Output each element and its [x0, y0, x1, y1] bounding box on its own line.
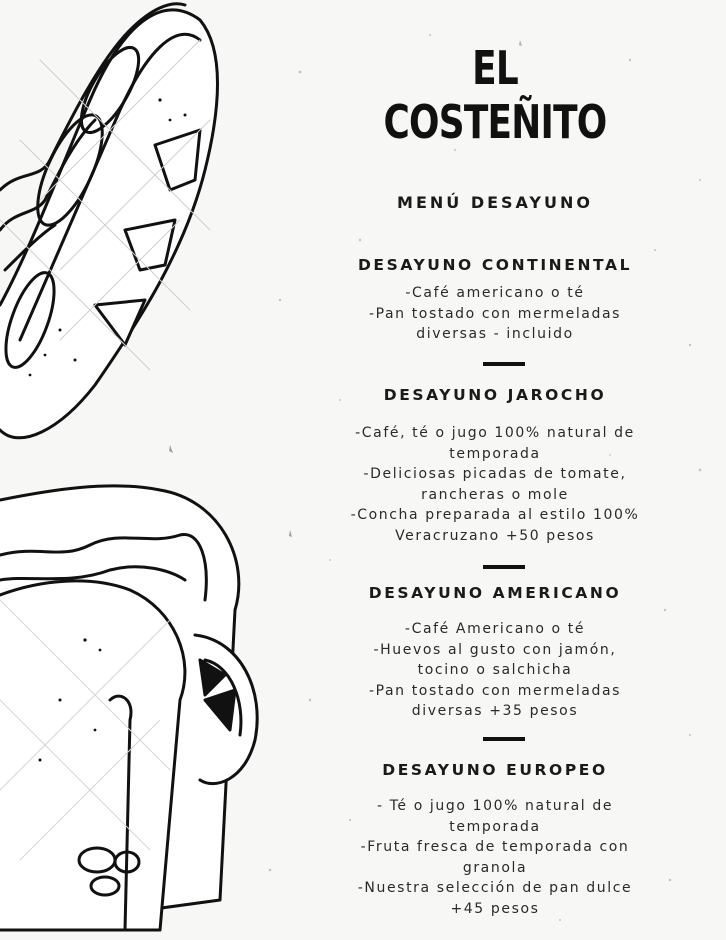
section-line: tocino o salchicha: [417, 662, 573, 678]
section-divider: [483, 362, 525, 366]
sandwich-illustration-top: [0, 4, 217, 438]
section-title: DESAYUNO EUROPEO: [382, 761, 608, 779]
section-line: -Deliciosas picadas de tomate,: [363, 466, 627, 482]
section-line: -Pan tostado con mermeladas: [368, 305, 622, 322]
menu-section: [330, 760, 660, 919]
section-divider: [483, 737, 525, 741]
section-body: [330, 796, 660, 919]
section-line: diversas - incluido: [416, 326, 574, 342]
section-line: diversas +35 pesos: [411, 703, 579, 719]
section-divider: [483, 565, 525, 569]
menu-subtitle: MENÚ DESAYUNO: [397, 193, 593, 212]
menu-section: [330, 385, 660, 546]
section-body: [330, 283, 660, 345]
section-line: - Té o jugo 100% natural de: [376, 798, 614, 814]
section-line: Veracruzano +50 pesos: [395, 527, 595, 544]
sandwich-illustration-bottom: [0, 486, 257, 930]
section-line: -Café, té o jugo 100% natural de: [355, 425, 635, 441]
restaurant-name-line-1: EL: [472, 41, 518, 95]
section-line: -Café Americano o té: [404, 621, 586, 637]
menu-section: [330, 583, 660, 722]
section-line: -Café americano o té: [405, 285, 585, 301]
section-line: temporada: [449, 818, 541, 835]
section-line: temporada: [449, 445, 541, 462]
section-line: -Nuestra selección de pan dulce: [357, 880, 633, 896]
section-line: -Huevos al gusto con jamón,: [373, 641, 617, 658]
section-line: granola: [462, 859, 528, 876]
section-body: [330, 423, 660, 546]
section-title: DESAYUNO JAROCHO: [383, 386, 607, 404]
section-line: -Fruta fresca de temporada con: [360, 839, 630, 855]
section-title: DESAYUNO AMERICANO: [368, 584, 622, 602]
section-line: -Pan tostado con mermeladas: [368, 682, 622, 699]
section-title: DESAYUNO CONTINENTAL: [357, 256, 633, 274]
section-body: [330, 619, 660, 722]
section-line: rancheras o mole: [421, 486, 569, 503]
section-line: -Concha preparada al estilo 100%: [350, 507, 640, 523]
section-line: +45 pesos: [450, 900, 540, 917]
restaurant-name-line-2: COSTEÑITO: [383, 95, 607, 149]
menu-section: [330, 255, 660, 345]
